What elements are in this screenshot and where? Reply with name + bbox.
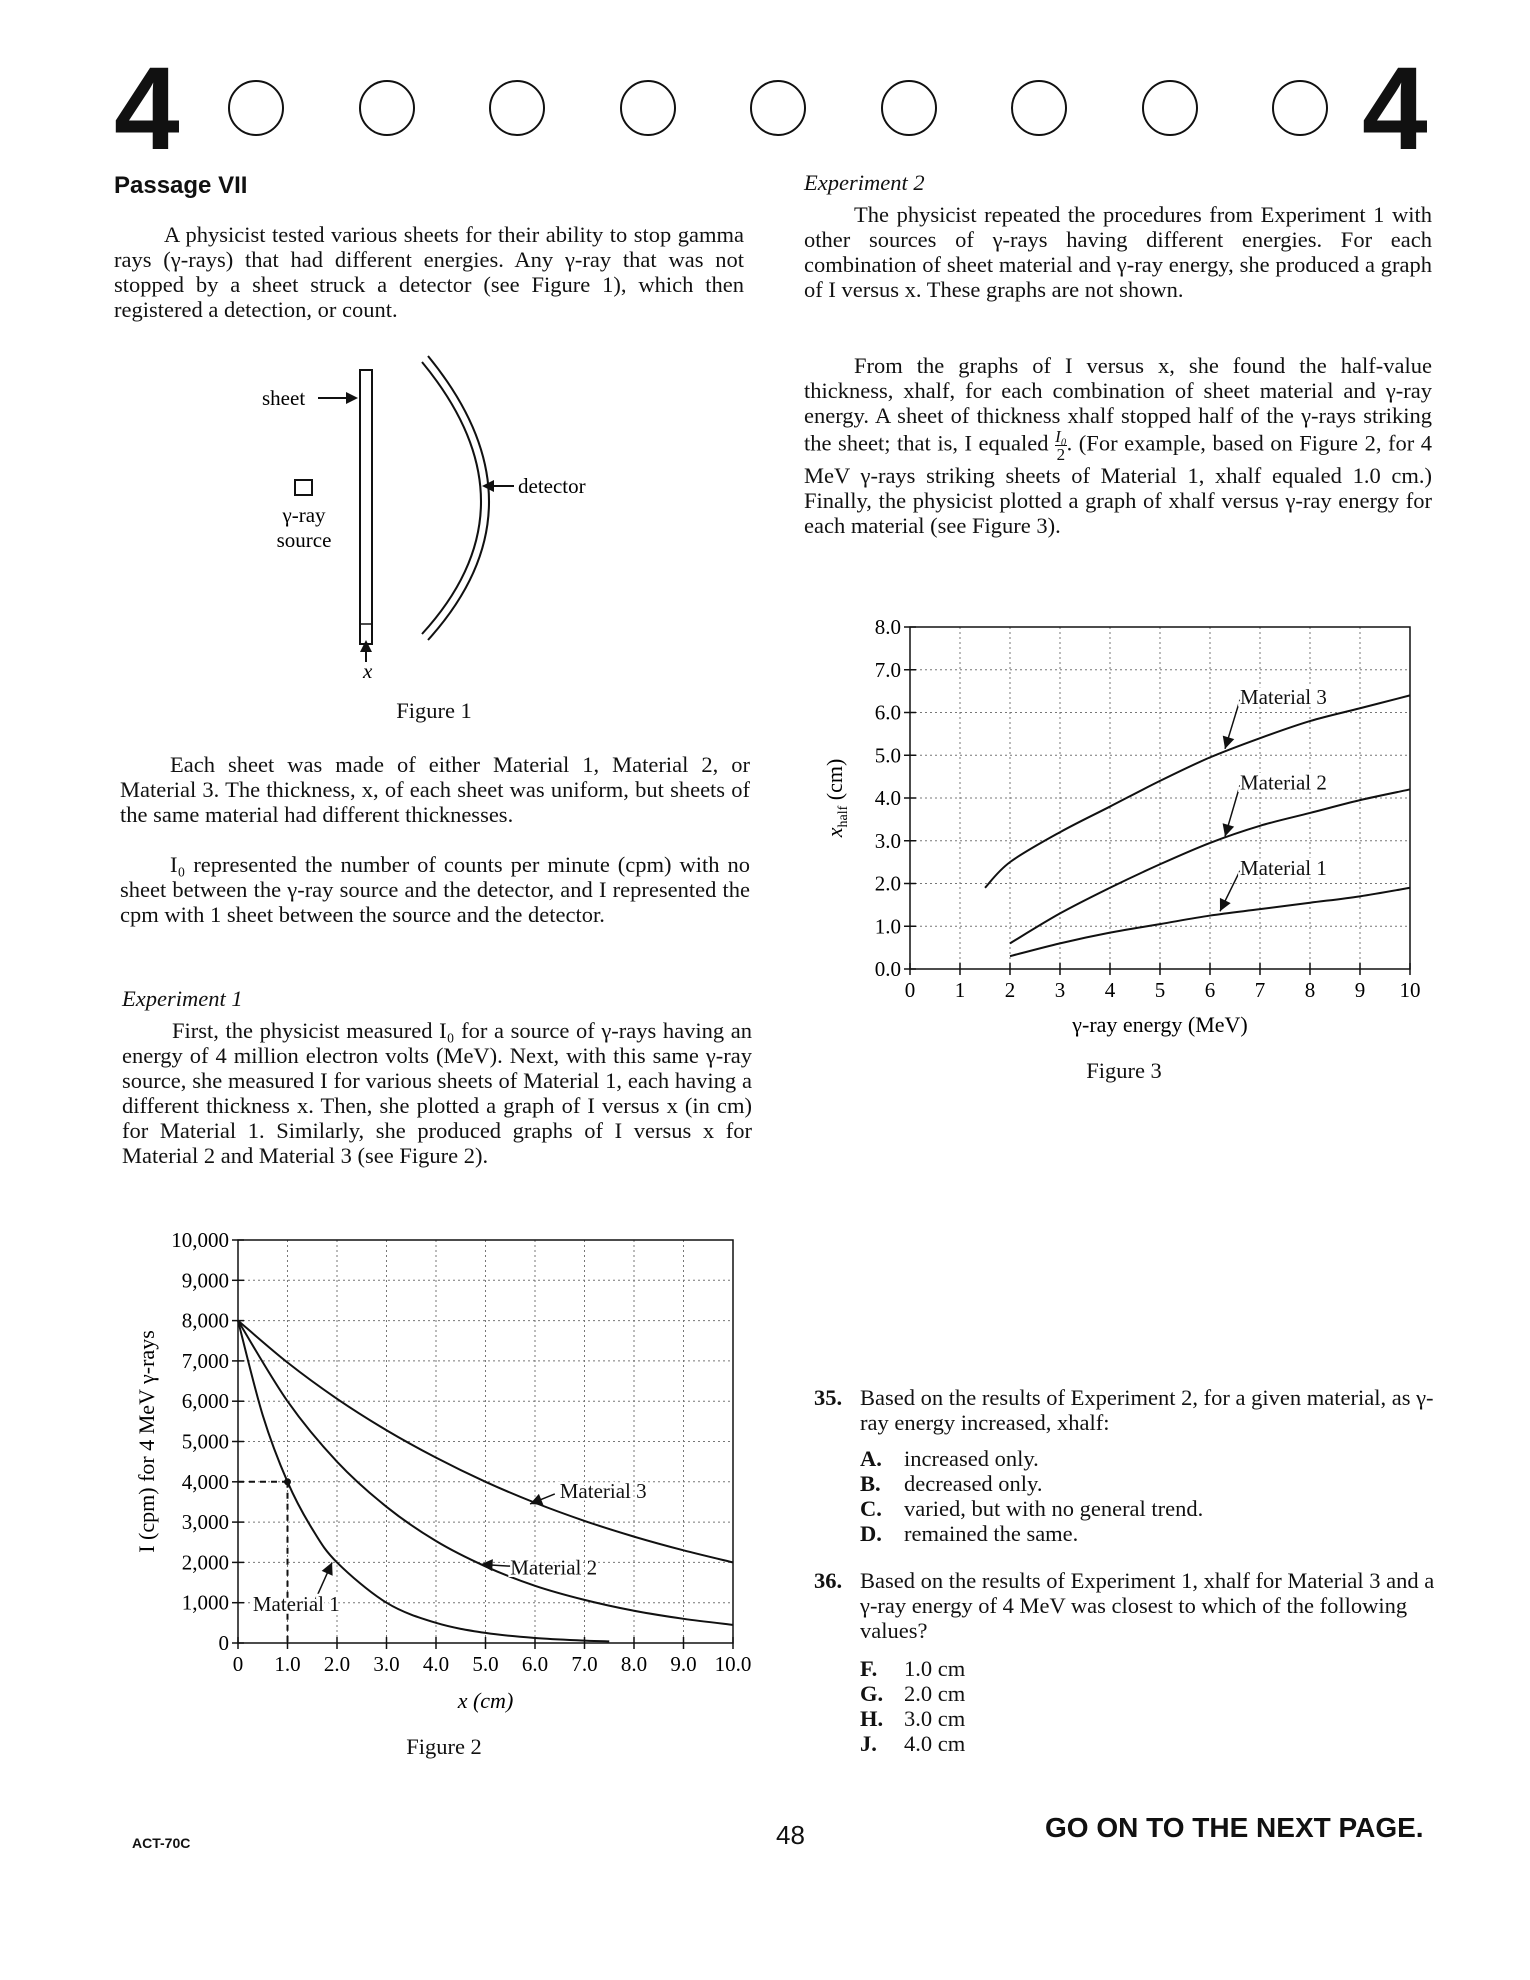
header-circle [881,80,937,136]
x-tick-label: 10.0 [714,1652,752,1676]
figure2-caption: Figure 2 [406,1734,482,1759]
header-circle [359,80,415,136]
x-tick-label: 5 [1154,978,1166,1002]
q36-stem: Based on the results of Experiment 1, xhalf for Material 3 and a γ-ray energy of 4 MeV was closest to which of the following values? [860,1568,1435,1643]
intro-paragraph [114,222,744,322]
y-tick-label: 8.0 [874,615,901,639]
figure2-annotation [238,1478,291,1643]
answer-text: varied, but with no general trend. [904,1496,1204,1521]
x-tick-label: 7.0 [571,1652,598,1676]
x-tick-label: 2.0 [323,1652,351,1676]
experiment2-paragraph2 [804,353,1432,538]
experiment1-paragraph [122,1018,752,1168]
figure3-caption: Figure 3 [1086,1058,1162,1083]
footer-code: ACT-70C [132,1835,191,1851]
figure3-chart [810,615,1430,1037]
answer-letter: F. [860,1656,878,1681]
figure2-axes [232,1240,733,1649]
header-circle [228,80,284,136]
figure3-material-2-label: Material 2 [1240,770,1327,795]
figure3-y-axis-label [822,759,851,839]
x-tick-label: 6.0 [521,1652,549,1676]
fraction-numerator: I₀ [1055,427,1067,446]
q35-options [860,1446,1203,1546]
fraction-denominator: 2 [1056,445,1066,464]
q36-number: 36. [814,1568,843,1593]
x-tick-label: 9.0 [670,1652,697,1676]
y-tick-label: 1.0 [874,914,901,939]
y-tick-label: 6,000 [181,1389,229,1414]
annotation-point [284,1478,291,1485]
x-tick-label: 8 [1304,978,1316,1002]
figure1-diagram [250,340,650,683]
figure1-caption: Figure 1 [396,698,472,723]
experiment2-paragraph1 [804,202,1432,302]
figure3-material-3-arrowhead [1223,736,1234,749]
y-tick-label: 8,000 [181,1308,229,1333]
answer-option[interactable] [860,1521,1203,1546]
y-tick-label: 7.0 [874,657,901,682]
answer-letter: D. [860,1521,882,1546]
y-tick-label: 4,000 [181,1469,229,1494]
figure3-series [985,695,1410,956]
sheet-arrow [318,392,358,404]
y-tick-label: 7,000 [181,1348,229,1373]
y-tick-label: 0.0 [874,957,901,981]
answer-letter: A. [860,1446,882,1471]
answer-letter: G. [860,1681,884,1706]
i0-paragraph [120,852,750,927]
figure3-y-tick-labels [875,615,901,981]
y-tick-label: 3.0 [874,828,901,853]
answer-option[interactable] [860,1656,965,1681]
figure3-material-3-label: Material 3 [1240,684,1327,709]
x-tick-label: 7 [1254,978,1266,1002]
i0-text: I₀ represented the number of counts per minute (cpm) with no sheet between the γ-ray source and the detector, and I represented the cpm with 1 sheet between the source and the detector. [120,852,750,927]
q35-number: 35. [814,1385,843,1410]
y-tick-label: 0 [218,1631,229,1655]
detector-label: detector [518,474,586,498]
figure3-grid [910,627,1410,969]
series-line-material-3 [985,695,1410,887]
header-circle [1272,80,1328,136]
ylabel-unit: (cm) [822,758,847,806]
figure2-x-tick-labels [233,1652,752,1676]
source-box [295,480,312,495]
figure2-material-2-arrowhead [481,1559,493,1571]
x-tick-label: 2 [1004,978,1016,1002]
experiment1-title: Experiment 1 [122,986,243,1011]
header-circle [1142,80,1198,136]
next-page-notice: GO ON TO THE NEXT PAGE. [1045,1812,1424,1843]
figure2-material-1-label: Material 1 [252,1591,340,1616]
ylabel-var: x [822,827,847,838]
header-circle [620,80,676,136]
header-circle [489,80,545,136]
answer-text: decreased only. [904,1471,1043,1496]
answer-option[interactable] [860,1681,965,1706]
fraction [1055,428,1067,463]
header-circle [750,80,806,136]
answer-option[interactable] [860,1446,1203,1471]
x-tick-label: 8.0 [620,1652,648,1676]
sheet [360,370,372,644]
experiment2-title: Experiment 2 [804,170,925,195]
source-label-line1: γ-ray [282,503,326,527]
answer-letter: H. [860,1706,884,1731]
section-number-left: 4 [114,43,180,175]
answer-letter: C. [860,1496,882,1521]
figure2-material-3-label: Material 3 [559,1478,647,1503]
figure2-material-2-label: Material 2 [510,1555,598,1580]
y-tick-label: 5,000 [181,1429,229,1454]
x-tick-label: 10 [1399,978,1421,1002]
x-tick-label: 3 [1054,978,1066,1002]
experiment2-text2b: . (For example, based on Figure 2, for 4 MeV γ-rays striking sheets of Material 1, xhalf equaled 1.0 cm.) Finally, the physicist plotted a graph of xhalf versus γ-ray energy for each material (see Figure 3). [804,430,1433,538]
x-tick-label: 4 [1104,978,1116,1002]
passage-title: Passage VII [114,172,248,199]
y-tick-label: 9,000 [181,1268,229,1293]
figure2-grid [238,1240,733,1643]
answer-text: increased only. [904,1446,1039,1471]
figure3-x-tick-labels [905,978,1421,1002]
answer-letter: B. [860,1471,881,1496]
x-tick-label: 1.0 [274,1652,301,1676]
materials-paragraph [120,752,750,827]
y-tick-label: 3,000 [181,1510,229,1535]
experiment2-text1: The physicist repeated the procedures from Experiment 1 with other sources of γ-rays having different energies. For each combination of sheet material and γ-ray energy, she produced a graph of I versus x. These graphs are not shown. [804,202,1432,302]
thickness-x-label: x [363,659,373,683]
answer-option[interactable] [860,1496,1203,1521]
header-circle [1011,80,1067,136]
y-tick-label: 2,000 [181,1550,229,1575]
y-tick-label: 10,000 [171,1228,229,1252]
figure2-y-axis-label: I (cpm) for 4 MeV γ-rays [134,1330,159,1553]
answer-text: 1.0 cm [904,1656,966,1681]
answer-text: remained the same. [904,1521,1079,1546]
x-tick-label: 5.0 [472,1652,499,1676]
answer-letter: J. [860,1731,877,1756]
q35-stem: Based on the results of Experiment 2, for a given material, as γ-ray energy increased, xhalf: [860,1385,1434,1435]
x-tick-label: 1 [954,978,966,1002]
figure2-series-labels [253,1479,647,1616]
x-tick-label: 6 [1204,978,1216,1002]
answer-text: 4.0 cm [904,1731,966,1756]
y-tick-label: 5.0 [874,743,901,768]
x-tick-label: 4.0 [422,1652,450,1676]
y-tick-label: 2.0 [874,871,901,896]
y-tick-label: 4.0 [874,786,901,810]
answer-text: 3.0 cm [904,1706,966,1731]
q36-options [860,1656,965,1756]
y-tick-label: 1,000 [181,1590,229,1615]
answer-option[interactable] [860,1471,1203,1496]
x-tick-label: 0 [232,1652,244,1676]
section-number-right: 4 [1362,43,1428,175]
experiment1-text: First, the physicist measured I₀ for a source of γ-rays having an energy of 4 million electron volts (MeV). Next, with this same γ-ray source, she measured I for various sheets of Material 1, each having a different thickness x. Then, she plotted a graph of I versus x (in cm) for Material 1. Similarly, she produced graphs of I versus x for Material 2 and Material 3 (see Figure 2). [122,1018,752,1168]
ylabel-subscript: half [836,805,851,828]
page-number: 48 [776,1820,805,1850]
answer-text: 2.0 cm [904,1681,966,1706]
experiment2-text2a: From the graphs of I versus x, she found the half-value thickness, xhalf, for each combination of sheet material and γ-ray energy. A sheet of thickness xhalf stopped half of the γ-rays striking the sheet; that is, I equaled [804,353,1432,456]
materials-text: Each sheet was made of either Material 1, Material 2, or Material 3. The thickness, x, of each sheet was uniform, but sheets of the same material had different thicknesses. [120,752,750,827]
y-tick-label: 6.0 [874,700,901,725]
x-tick-label: 9 [1354,978,1366,1002]
detector [422,356,489,640]
figure3-axes [904,627,1410,975]
figure3-material-1-label: Material 1 [1240,855,1327,880]
x-tick-label: 0 [904,978,916,1002]
source-label-line2: source [276,528,332,552]
figure2-y-tick-labels [171,1228,229,1655]
x-tick-label: 3.0 [373,1652,400,1676]
answer-option[interactable] [860,1706,965,1731]
intro-text: A physicist tested various sheets for their ability to stop gamma rays (γ-rays) that had different energies. Any γ-ray that was not stopped by a sheet struck a detector (see Figure 1), which then registered a detection, or count. [114,222,744,322]
figure3-x-axis-label: γ-ray energy (MeV) [1072,1012,1248,1037]
figure2-x-axis-label: x (cm) [457,1688,514,1713]
figure2-chart [120,1225,770,1713]
answer-option[interactable] [860,1731,965,1756]
sheet-label: sheet [262,386,306,410]
